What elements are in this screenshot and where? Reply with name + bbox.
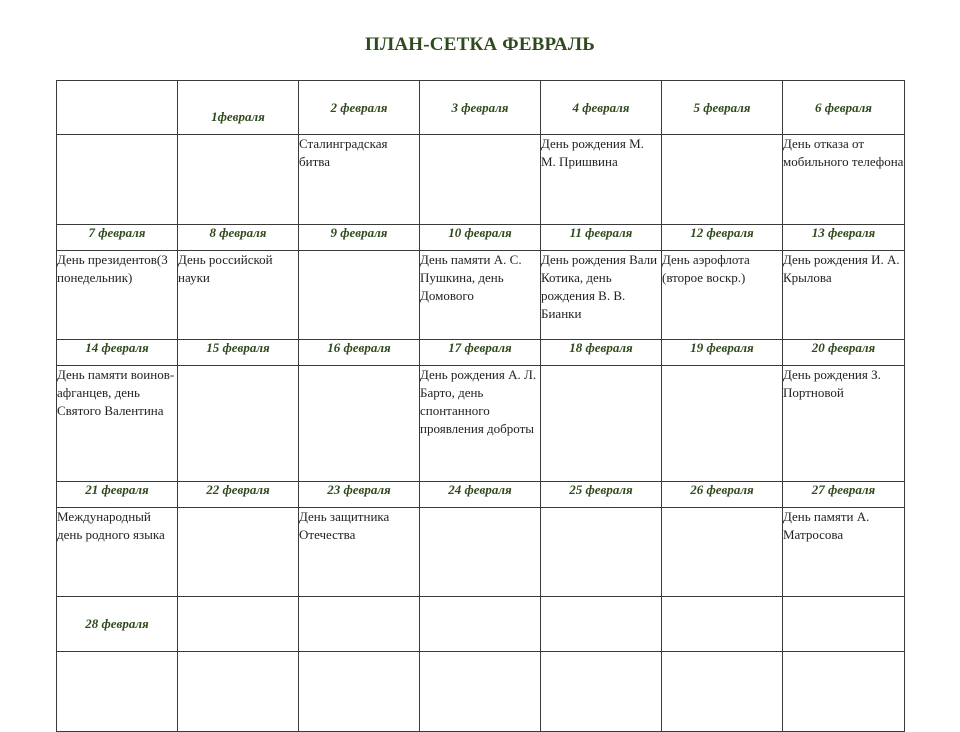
date-cell: 24 февраля: [420, 482, 541, 508]
event-cell: День отказа от мобильного телефона: [783, 135, 905, 225]
week3-events-row: [57, 366, 905, 482]
event-cell: [662, 135, 783, 225]
event-cell: День аэрофлота (второе воскр.): [662, 251, 783, 340]
week3-dates-row: [57, 340, 905, 366]
event-cell: День рождения М. М. Пришвина: [541, 135, 662, 225]
event-cell: День рождения Вали Котика, день рождения В. В. Бианки: [541, 251, 662, 340]
date-cell: 2 февраля: [299, 81, 420, 135]
event-cell: День рождения А. Л. Барто, день спонтанного проявления доброты: [420, 366, 541, 482]
event-cell: [662, 366, 783, 482]
date-cell: 1февраля: [178, 81, 299, 135]
date-cell: 18 февраля: [541, 340, 662, 366]
week4-dates-row: [57, 482, 905, 508]
date-cell: 6 февраля: [783, 81, 905, 135]
date-cell: [541, 597, 662, 652]
date-cell: 28 февраля: [57, 597, 178, 652]
date-cell: 13 февраля: [783, 225, 905, 251]
event-cell: [178, 508, 299, 597]
event-cell: [178, 366, 299, 482]
event-cell: День рождения З. Портновой: [783, 366, 905, 482]
date-cell: 4 февраля: [541, 81, 662, 135]
date-cell: 9 февраля: [299, 225, 420, 251]
date-cell: [299, 597, 420, 652]
date-cell: [662, 597, 783, 652]
date-cell: 3 февраля: [420, 81, 541, 135]
date-cell: 27 февраля: [783, 482, 905, 508]
calendar-table: [56, 80, 905, 732]
event-cell: [178, 135, 299, 225]
date-cell: 7 февраля: [57, 225, 178, 251]
event-cell: День защитника Отечества: [299, 508, 420, 597]
event-cell: День памяти А. С. Пушкина, день Домового: [420, 251, 541, 340]
event-cell: [662, 508, 783, 597]
date-cell: 23 февраля: [299, 482, 420, 508]
date-cell: 19 февраля: [662, 340, 783, 366]
event-cell: [541, 508, 662, 597]
date-cell: 10 февраля: [420, 225, 541, 251]
event-cell: [57, 135, 178, 225]
event-cell: День памяти воинов-афганцев, день Святого Валентина: [57, 366, 178, 482]
date-cell: 20 февраля: [783, 340, 905, 366]
week5-dates-row: [57, 597, 905, 652]
page-title: ПЛАН-СЕТКА ФЕВРАЛЬ: [365, 34, 595, 55]
date-cell: 8 февраля: [178, 225, 299, 251]
week1-events-row: [57, 135, 905, 225]
week1-dates-row: [57, 81, 905, 135]
event-cell: День рождения И. А. Крылова: [783, 251, 905, 340]
date-cell: [57, 81, 178, 135]
event-cell: День российской науки: [178, 251, 299, 340]
event-cell: [541, 366, 662, 482]
week2-dates-row: [57, 225, 905, 251]
date-cell: 11 февраля: [541, 225, 662, 251]
date-cell: 26 февраля: [662, 482, 783, 508]
event-cell: [420, 135, 541, 225]
event-cell: Сталинградская битва: [299, 135, 420, 225]
week2-events-row: [57, 251, 905, 340]
event-cell: День президентов(3 понедельник): [57, 251, 178, 340]
date-cell: 16 февраля: [299, 340, 420, 366]
event-cell: Международный день родного языка: [57, 508, 178, 597]
date-cell: [783, 597, 905, 652]
event-cell: [299, 251, 420, 340]
event-cell: День памяти А. Матросова: [783, 508, 905, 597]
date-cell: [178, 597, 299, 652]
date-cell: 22 февраля: [178, 482, 299, 508]
event-cell: [299, 366, 420, 482]
date-cell: 25 февраля: [541, 482, 662, 508]
date-cell: 14 февраля: [57, 340, 178, 366]
date-cell: 15 февраля: [178, 340, 299, 366]
date-cell: 17 февраля: [420, 340, 541, 366]
date-cell: 21 февраля: [57, 482, 178, 508]
week4-events-row: [57, 508, 905, 597]
date-cell: 12 февраля: [662, 225, 783, 251]
date-cell: 5 февраля: [662, 81, 783, 135]
event-cell: [420, 508, 541, 597]
date-cell: [420, 597, 541, 652]
